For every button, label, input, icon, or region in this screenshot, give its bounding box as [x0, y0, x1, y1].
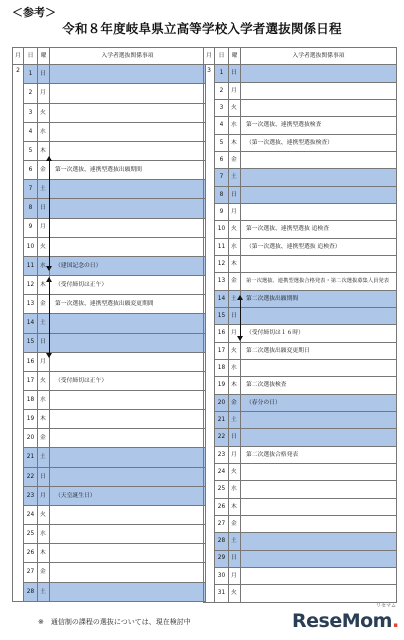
day-cell: 26	[24, 544, 38, 563]
day-cell: 22	[24, 467, 38, 486]
event-cell: （受付締切は１６時）	[241, 325, 397, 342]
day-cell: 3	[215, 99, 229, 116]
event-cell	[241, 481, 397, 498]
dow-cell: 水	[38, 525, 50, 544]
day-cell: 21	[215, 411, 229, 428]
dow-cell: 月	[38, 486, 50, 505]
event-cell: 第一次選抜、連携型選抜 追検査	[241, 221, 397, 238]
calendar-row	[13, 467, 206, 486]
event-cell	[50, 410, 206, 429]
calendar-row	[204, 446, 397, 463]
reference-label: ＜参考＞	[12, 6, 56, 19]
calendar-row	[204, 411, 397, 428]
dow-cell: 水	[229, 481, 241, 498]
calendar-row	[13, 352, 206, 371]
dow-cell: 金	[229, 515, 241, 532]
calendar-row	[204, 290, 397, 307]
day-cell: 2	[215, 82, 229, 99]
day-cell: 7	[215, 169, 229, 186]
day-cell: 18	[24, 390, 38, 409]
day-cell: 10	[215, 221, 229, 238]
event-cell	[50, 218, 206, 237]
dow-cell: 土	[229, 290, 241, 307]
dow-cell: 月	[38, 218, 50, 237]
day-cell: 29	[215, 550, 229, 567]
month-header: 月	[13, 48, 24, 65]
dow-cell: 火	[229, 221, 241, 238]
dow-cell: 水	[229, 117, 241, 134]
day-cell: 23	[24, 486, 38, 505]
event-cell	[241, 411, 397, 428]
calendar-row	[13, 276, 206, 295]
calendar-row	[204, 359, 397, 376]
calendar-row	[13, 563, 206, 582]
dow-cell: 水	[38, 256, 50, 275]
calendar-row	[204, 463, 397, 480]
month-cell: 3	[204, 65, 215, 602]
dow-cell: 金	[38, 563, 50, 582]
calendar-row	[204, 151, 397, 168]
calendar-row	[204, 533, 397, 550]
day-cell: 20	[24, 429, 38, 448]
day-cell: 20	[215, 394, 229, 411]
dow-cell: 金	[229, 394, 241, 411]
calendar-row	[13, 256, 206, 275]
events-header: 入学者選抜関係事項	[241, 48, 397, 65]
footnote: ※ 通信制の課程の選抜については、現在検討中	[38, 618, 191, 626]
calendar-row	[13, 410, 206, 429]
day-cell: 23	[215, 446, 229, 463]
calendar-row	[204, 169, 397, 186]
calendar-row	[13, 218, 206, 237]
day-cell: 14	[24, 314, 38, 333]
dow-cell: 日	[229, 429, 241, 446]
calendar-row	[204, 394, 397, 411]
calendar-row	[13, 65, 206, 84]
day-cell: 6	[215, 151, 229, 168]
event-cell	[241, 169, 397, 186]
event-cell	[50, 333, 206, 352]
event-cell	[50, 122, 206, 141]
dow-cell: 土	[38, 582, 50, 601]
event-cell	[241, 515, 397, 532]
day-cell: 1	[215, 65, 229, 82]
day-cell: 28	[215, 533, 229, 550]
month-cell: 2	[13, 65, 24, 602]
dow-cell: 木	[38, 141, 50, 160]
event-cell: 第一次選抜、連携型選抜出願期間	[50, 161, 206, 180]
dow-cell: 火	[229, 463, 241, 480]
event-cell	[241, 186, 397, 203]
dow-cell: 月	[38, 352, 50, 371]
day-cell: 15	[24, 333, 38, 352]
day-cell: 24	[24, 505, 38, 524]
calendar-row	[204, 550, 397, 567]
event-cell	[50, 429, 206, 448]
page-title: 令和８年度岐阜県立高等学校入学者選抜関係日程	[62, 21, 342, 36]
dow-cell: 日	[229, 550, 241, 567]
calendar-row	[204, 186, 397, 203]
calendar-row	[13, 295, 206, 314]
day-cell: 5	[24, 141, 38, 160]
calendar-row	[13, 180, 206, 199]
calendar-row	[13, 237, 206, 256]
day-cell: 9	[24, 218, 38, 237]
dow-cell: 木	[38, 276, 50, 295]
calendar-row	[204, 221, 397, 238]
day-cell: 4	[24, 122, 38, 141]
event-cell: （春分の日）	[241, 394, 397, 411]
dow-cell: 土	[38, 180, 50, 199]
calendar-row	[204, 238, 397, 255]
event-cell: （受付締切は正午）	[50, 371, 206, 390]
event-cell	[50, 390, 206, 409]
calendar-row	[13, 103, 206, 122]
calendar-row	[13, 505, 206, 524]
event-cell	[50, 141, 206, 160]
day-cell: 8	[215, 186, 229, 203]
calendar-row	[204, 99, 397, 116]
calendar-row	[204, 307, 397, 324]
calendar-row	[204, 134, 397, 151]
event-cell: 第一次選抜、連携型選抜出願変更期間	[50, 295, 206, 314]
day-cell: 7	[24, 180, 38, 199]
calendar-row	[204, 117, 397, 134]
event-cell	[241, 359, 397, 376]
event-cell	[241, 99, 397, 116]
calendar-row	[204, 481, 397, 498]
event-cell	[241, 255, 397, 272]
event-cell	[50, 65, 206, 84]
event-cell	[241, 567, 397, 584]
event-cell	[50, 544, 206, 563]
day-cell: 18	[215, 359, 229, 376]
calendar-row	[13, 429, 206, 448]
dow-cell: 火	[38, 505, 50, 524]
event-cell: 第一次選抜、連携型選抜検査	[241, 117, 397, 134]
dow-header: 曜	[38, 48, 50, 65]
day-cell: 13	[24, 295, 38, 314]
day-cell: 26	[215, 498, 229, 515]
day-header: 日	[215, 48, 229, 65]
calendar-row	[204, 429, 397, 446]
dow-cell: 木	[229, 255, 241, 272]
events-header: 入学者選抜関係事項	[50, 48, 206, 65]
day-cell: 8	[24, 199, 38, 218]
calendar-row	[204, 498, 397, 515]
calendar-row	[204, 203, 397, 220]
arrow-feb-change-period	[49, 278, 50, 357]
day-cell: 4	[215, 117, 229, 134]
dow-cell: 木	[229, 134, 241, 151]
day-cell: 19	[215, 377, 229, 394]
event-cell	[50, 84, 206, 103]
dow-cell: 月	[229, 325, 241, 342]
dow-cell: 日	[229, 65, 241, 82]
day-cell: 21	[24, 448, 38, 467]
event-cell: 第一次選抜、連携型選抜合格発表・第二次選抜募集人員発表	[241, 273, 397, 290]
event-cell: （受付締切は正午）	[50, 276, 206, 295]
calendar-row	[204, 255, 397, 272]
dow-cell: 土	[229, 169, 241, 186]
dow-cell: 金	[38, 429, 50, 448]
calendar-row	[13, 141, 206, 160]
event-cell	[241, 307, 397, 324]
dow-cell: 火	[38, 371, 50, 390]
event-cell	[241, 82, 397, 99]
dow-cell: 日	[38, 467, 50, 486]
dow-cell: 日	[229, 307, 241, 324]
dow-cell: 月	[38, 84, 50, 103]
day-cell: 17	[215, 342, 229, 359]
calendar-row	[13, 199, 206, 218]
dow-cell: 日	[38, 199, 50, 218]
dow-cell: 土	[229, 533, 241, 550]
event-cell: （建国記念の日）	[50, 256, 206, 275]
day-cell: 27	[215, 515, 229, 532]
day-cell: 9	[215, 203, 229, 220]
dow-cell: 日	[38, 65, 50, 84]
day-cell: 11	[24, 256, 38, 275]
event-cell	[241, 498, 397, 515]
month-header: 月	[204, 48, 215, 65]
dow-cell: 土	[229, 411, 241, 428]
day-cell: 16	[24, 352, 38, 371]
event-cell	[50, 237, 206, 256]
event-cell	[241, 151, 397, 168]
day-cell: 15	[215, 307, 229, 324]
event-cell	[241, 550, 397, 567]
day-cell: 25	[24, 525, 38, 544]
dow-cell: 月	[229, 82, 241, 99]
dow-cell: 金	[229, 273, 241, 290]
dow-cell: 火	[229, 342, 241, 359]
event-cell	[50, 582, 206, 601]
event-cell	[50, 180, 206, 199]
day-cell: 12	[215, 255, 229, 272]
dow-cell: 火	[38, 237, 50, 256]
day-cell: 24	[215, 463, 229, 480]
arrow-mar-second-application	[240, 296, 241, 340]
calendar-row	[204, 65, 397, 82]
day-cell: 27	[24, 563, 38, 582]
logo-main: ReseMom.	[292, 610, 399, 632]
event-cell	[241, 463, 397, 480]
event-cell: 第二次選抜出願期間	[241, 290, 397, 307]
day-header: 日	[24, 48, 38, 65]
event-cell	[241, 203, 397, 220]
event-cell: 第二次選抜検査	[241, 377, 397, 394]
calendar-row	[204, 342, 397, 359]
dow-cell: 水	[38, 390, 50, 409]
event-cell	[241, 533, 397, 550]
calendar-row	[13, 122, 206, 141]
event-cell: 第二次選抜合格発表	[241, 446, 397, 463]
event-cell: （第一次選抜、連携型選抜検査）	[241, 134, 397, 151]
day-cell: 10	[24, 237, 38, 256]
day-cell: 5	[215, 134, 229, 151]
calendar-february	[12, 47, 206, 602]
dow-cell: 土	[38, 314, 50, 333]
day-cell: 2	[24, 84, 38, 103]
dow-cell: 土	[38, 448, 50, 467]
calendar-row	[204, 377, 397, 394]
resemom-logo	[292, 600, 402, 636]
dow-cell: 木	[38, 410, 50, 429]
event-cell: （第一次選抜、連携型選抜 追検査）	[241, 238, 397, 255]
day-cell: 12	[24, 276, 38, 295]
event-cell	[50, 103, 206, 122]
calendar-row	[13, 161, 206, 180]
arrow-feb-application-period	[49, 157, 50, 270]
dow-cell: 日	[38, 333, 50, 352]
dow-cell: 木	[229, 377, 241, 394]
dow-cell: 水	[229, 359, 241, 376]
day-cell: 25	[215, 481, 229, 498]
dow-cell: 金	[229, 151, 241, 168]
day-cell: 3	[24, 103, 38, 122]
day-cell: 16	[215, 325, 229, 342]
calendar-row	[204, 82, 397, 99]
day-cell: 6	[24, 161, 38, 180]
calendar-row	[13, 390, 206, 409]
day-cell: 28	[24, 582, 38, 601]
header-row	[13, 48, 206, 65]
logo-sub: リセマム	[376, 603, 396, 609]
dow-cell: 日	[229, 186, 241, 203]
event-cell	[50, 448, 206, 467]
calendar-row	[204, 325, 397, 342]
header-row	[204, 48, 397, 65]
day-cell: 14	[215, 290, 229, 307]
dow-cell: 月	[229, 446, 241, 463]
day-cell: 30	[215, 567, 229, 584]
event-cell	[50, 314, 206, 333]
dow-cell: 火	[229, 99, 241, 116]
day-cell: 13	[215, 273, 229, 290]
dow-header: 曜	[229, 48, 241, 65]
calendar-row	[13, 371, 206, 390]
calendar-row	[13, 486, 206, 505]
calendar-row	[204, 567, 397, 584]
day-cell: 1	[24, 65, 38, 84]
event-cell	[50, 525, 206, 544]
dow-cell: 木	[229, 498, 241, 515]
day-cell: 17	[24, 371, 38, 390]
dow-cell: 火	[38, 103, 50, 122]
calendar-row	[13, 314, 206, 333]
event-cell: 第二次選抜出願変更期日	[241, 342, 397, 359]
calendar-row	[13, 448, 206, 467]
event-cell	[241, 429, 397, 446]
dow-cell: 金	[38, 161, 50, 180]
event-cell	[50, 199, 206, 218]
dow-cell: 月	[229, 203, 241, 220]
dow-cell: 月	[229, 567, 241, 584]
dow-cell: 火	[229, 585, 241, 602]
event-cell	[50, 563, 206, 582]
calendar-row	[13, 582, 206, 601]
day-cell: 19	[24, 410, 38, 429]
calendar-march	[203, 47, 397, 603]
calendar-row	[204, 515, 397, 532]
event-cell	[50, 352, 206, 371]
event-cell	[241, 65, 397, 82]
dow-cell: 金	[38, 295, 50, 314]
day-cell: 11	[215, 238, 229, 255]
calendar-row	[13, 84, 206, 103]
day-cell: 31	[215, 585, 229, 602]
dow-cell: 木	[38, 544, 50, 563]
event-cell: （天皇誕生日）	[50, 486, 206, 505]
event-cell	[50, 467, 206, 486]
event-cell	[50, 505, 206, 524]
calendar-row	[13, 544, 206, 563]
day-cell: 22	[215, 429, 229, 446]
calendar-row	[13, 333, 206, 352]
dow-cell: 水	[229, 238, 241, 255]
dow-cell: 水	[38, 122, 50, 141]
calendar-row	[13, 525, 206, 544]
calendar-row	[204, 273, 397, 290]
